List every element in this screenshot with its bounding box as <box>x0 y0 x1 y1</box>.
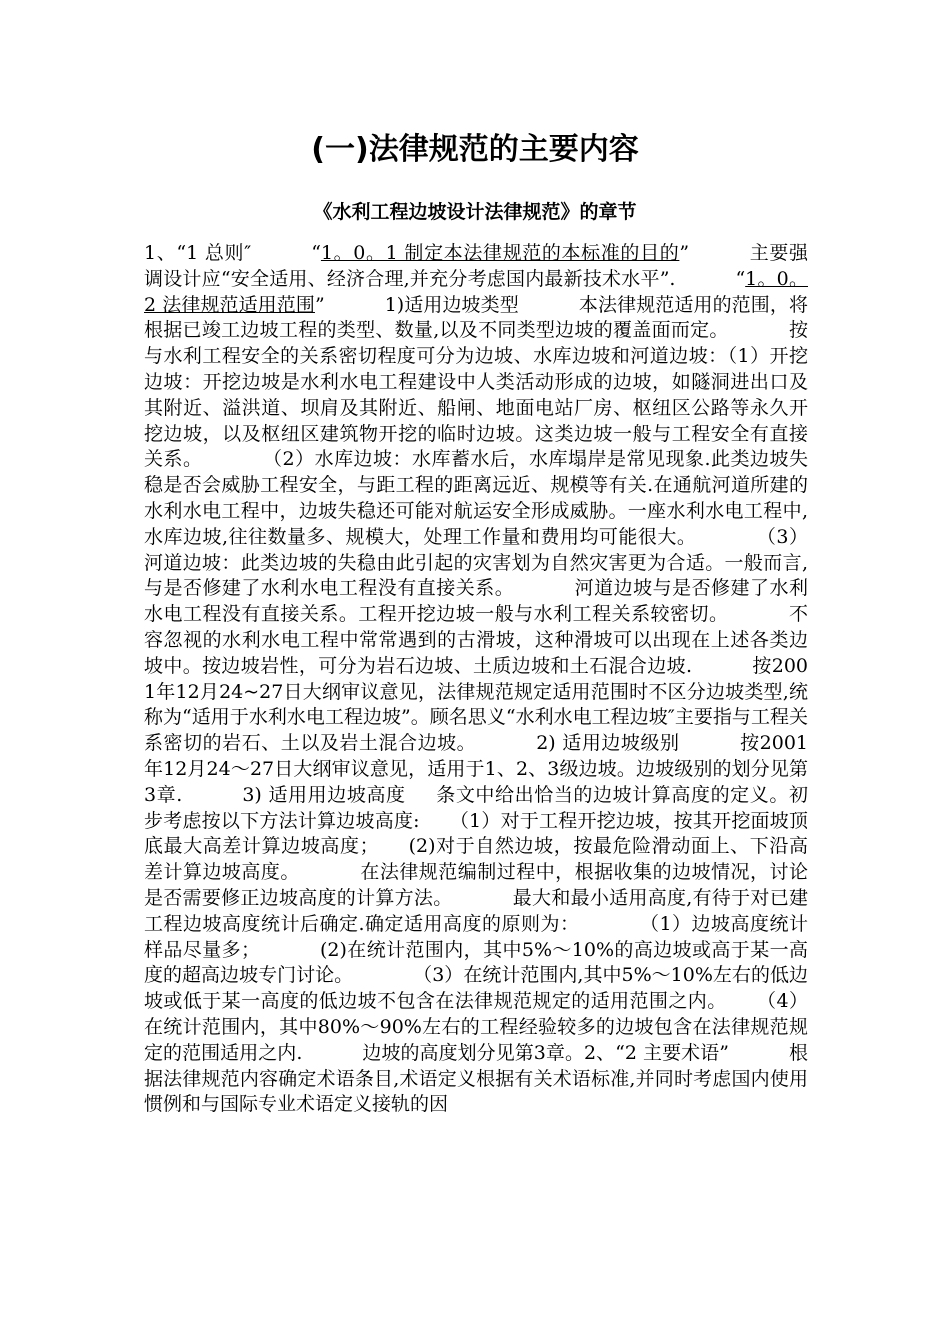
text-segment: 2) 适用边坡级别 <box>536 732 680 755</box>
text-segment: ” <box>679 242 690 264</box>
text-segment: ” <box>314 293 325 316</box>
text-segment: (2)对于自然边坡，按最危险滑动面上、下沿高差计算边坡高度。 <box>144 835 808 884</box>
text-segment: 河道边坡与是否修建了水利水电工程没有直接关系。工程开挖边坡一般与水利工程关系较密切。 <box>144 577 808 626</box>
document-title: (一)法律规范的主要内容 <box>311 132 639 167</box>
text-segment: 1、“1 总则″ <box>144 242 252 264</box>
text-segment: 边坡的高度划分见第3章。2、“2 主要术语” <box>362 1041 729 1064</box>
body-paragraph <box>144 241 808 1118</box>
text-segment: 主要强调设计应“安全适用、经济合理,并充分考虑国内最新技术水平”. <box>144 242 808 290</box>
text-segment: 1)适用边坡类型 <box>384 293 519 316</box>
text-segment: 本法律规范适用的范围，将根据已竣工边坡工程的类型、数量,以及不同类型边坡的覆盖面而定。 <box>144 293 808 342</box>
document-subtitle: 《水利工程边坡设计法律规范》的章节 <box>313 201 637 223</box>
text-segment: “ <box>311 242 321 264</box>
text-segment: 按2001年12月24～27日大纲审议意见，适用于1、2、3级边坡。边坡级别的划分见第3章. <box>144 732 808 806</box>
text-segment: 最大和最小适用高度,有待于对已建工程边坡高度统计后确定.确定适用高度的原则为： <box>144 886 808 935</box>
text-segment: （3）在统计范围内,其中5%～10%左右的低边坡或低于某一高度的低边坡不包含在法律规范规定的适用范围之内。 <box>144 964 808 1013</box>
text-segment: （4）在统计范围内，其中80%～90%左右的工程经验较多的边坡包含在法律规范规定的范围适用之内. <box>144 990 808 1064</box>
text-segment: 按与水利工程安全的关系密切程度可分为边坡、水库边坡和河道边坡：（1）开挖边坡：开挖边坡是水利水电工程建设中人类活动形成的边坡，如隧洞进出口及其附近、溢洪道、坝肩及其附近、船闸、地面电站厂房、枢纽区公路等永久开挖边坡，以及枢纽区建筑物开挖的临时边坡。这类边坡一般与工程安全有直接关系。 <box>144 319 808 471</box>
section-heading-link: 1。0。2 法律规范适用范围 <box>144 267 808 316</box>
text-segment: “ <box>735 267 746 290</box>
text-segment: （2）水库边坡：水库蓄水后，水库塌岸是常见现象.此类边坡失稳是否会威胁工程安全，与距工程的距离远近、规模等有关.在通航河道所建的水利水电工程中，边坡失稳还可能对航运安全形成威胁。一座水利水电工程中,水库边坡,往往数量多、规模大，处理工作量和费用均可能很大。 <box>144 448 808 548</box>
text-segment: （3）河道边坡：此类边坡的失稳由此引起的灾害划为自然灾害更为合适。一般而言,与是否修建了水利水电工程没有直接关系。 <box>144 525 808 600</box>
text-segment: (2)在统计范围内，其中5%～10%的高边坡或高于某一高度的超高边坡专门讨论。 <box>144 938 808 987</box>
text-segment: 3) 适用用边坡高度 <box>242 783 406 806</box>
text-segment: 在法律规范编制过程中，根据收集的边坡情况，讨论是否需要修正边坡高度的计算方法。 <box>144 861 808 909</box>
text-segment: （1）边坡高度统计样品尽量多； <box>144 912 809 961</box>
text-segment: （1）对于工程开挖边坡，按其开挖面坡顶底最大高差计算边坡高度； <box>144 809 809 858</box>
text-segment: 条文中给出恰当的边坡计算高度的定义。初步考虑按以下方法计算边坡高度: <box>144 783 808 832</box>
text-segment: 按2001年12月24~27日大纲审议意见，法律规范规定适用范围时不区分边坡类型,统称为“适用于水利水电工程边坡”。顾名思义“水利水电工程边坡″主要指与工程关系密切的岩石、土以及岩土混合边坡。 <box>144 654 809 755</box>
text-segment: 不容忽视的水利水电工程中常常遇到的古滑坡，这种滑坡可以出现在上述各类边坡中。按边坡岩性，可分为岩石边坡、土质边坡和土石混合边坡. <box>144 603 808 677</box>
text-segment: 根据法律规范内容确定术语条目,术语定义根据有关术语标准,并同时考虑国内使用惯例和与国际专业术语定义接轨的因 <box>144 1041 808 1116</box>
section-heading-link: 1。0。1 制定本法律规范的本标准的目的 <box>320 242 680 264</box>
